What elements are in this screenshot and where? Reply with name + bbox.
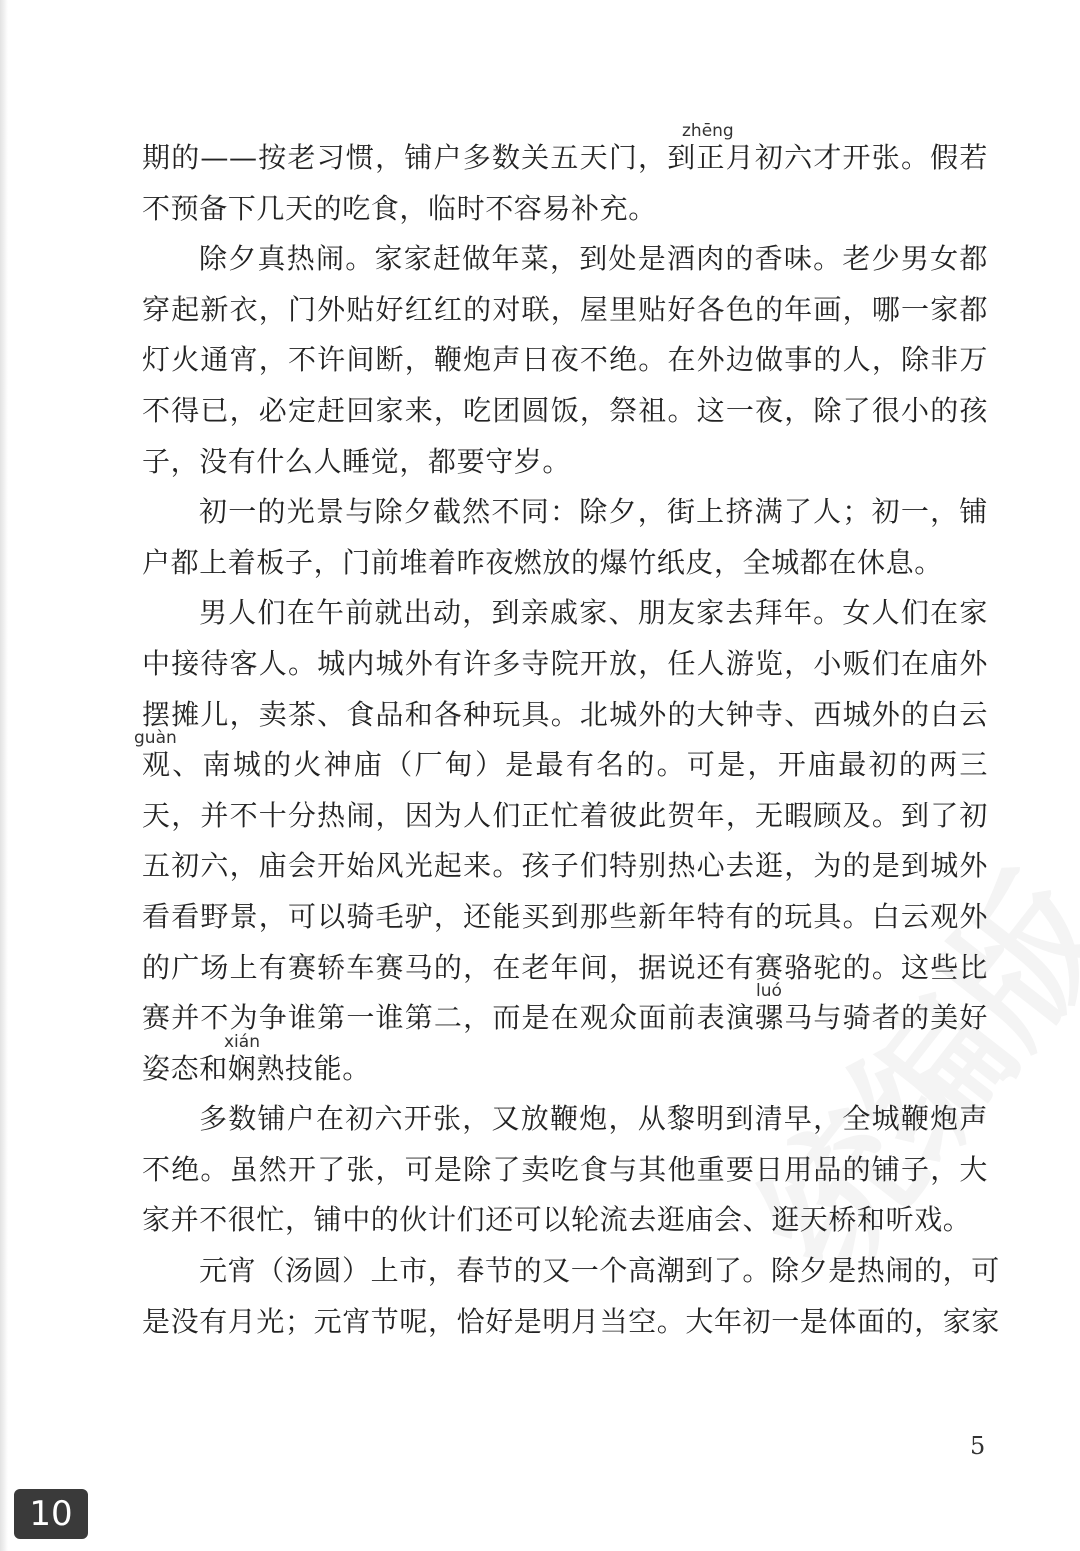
body-text [134,121,1001,1347]
text-line: 的广场上有赛轿车赛马的，在老年间，据说还有赛骆驼的。这些比 [142,950,988,984]
text-line: 看看野景，可以骑毛驴，还能买到那些新年特有的玩具。白云观外 [142,899,988,933]
page-badge: 10 [14,1489,88,1539]
pinyin-annotation: guàn [134,728,177,749]
paragraph-start-line: 元宵（汤圆）上市，春节的又一个高潮到了。除夕是热闹的，可 [199,1254,1000,1288]
text-line: guàn 观、南城的火神庙（厂甸）是最有名的。可是，开庙最初的两三 [134,728,988,782]
text-line: 穿起新衣，门外贴好红红的对联，屋里贴好各色的年画，哪一家都 [142,292,988,326]
text-line: 子，没有什么人睡觉，都要守岁。 [142,444,572,478]
text-line: 家并不很忙，铺中的伙计们还可以轮流去逛庙会、逛天桥和听戏。 [142,1203,972,1237]
pinyin-annotation: zhēng [682,121,734,141]
text-line: luó 赛并不为争谁第一谁第二，而是在观众面前表演骡马与骑者的美好 [142,981,988,1035]
text-line: 五初六，庙会开始风光起来。孩子们特别热心去逛，为的是到城外 [142,849,988,883]
paragraph-start-line: 男人们在午前就出动，到亲戚家、朋友家去拜年。女人们在家 [199,596,988,630]
paragraph-start-line: 初一的光景与除夕截然不同：除夕，街上挤满了人；初一，铺 [199,495,988,529]
pinyin-annotation: xián [224,1031,260,1052]
page-number: 5 [970,1432,986,1460]
text-line: zhēng 期的——按老习惯，铺户多数关五天门，到正月初六才开张。假若 [142,121,988,174]
text-line: 不绝。虽然开了张，可是除了卖吃食与其他重要日用品的铺子，大 [142,1152,988,1186]
text-line: 是没有月光；元宵节呢，恰好是明月当空。大年初一是体面的，家家 [142,1304,1001,1338]
text-line: 摆摊儿，卖茶、食品和各种玩具。北城外的大钟寺、西城外的白云 [142,697,988,731]
text-line: 不预备下几天的吃食，临时不容易补充。 [142,191,657,225]
text-line: 中接待客人。城内城外有许多寺院开放，任人游览，小贩们在庙外 [142,646,988,680]
page-spine-shadow [0,0,8,1551]
pinyin-annotation: luó [756,981,782,1002]
text-line: 不得已，必定赶回家来，吃团圆饭，祭祖。这一夜，除了很小的孩 [142,393,988,427]
text-line: xián 姿态和娴熟技能。 [142,1031,371,1085]
paragraph-start-line: 除夕真热闹。家家赶做年菜，到处是酒肉的香味。老少男女都 [199,242,988,276]
paragraph-start-line: 多数铺户在初六开张，又放鞭炮，从黎明到清早，全城鞭炮声 [199,1102,988,1136]
text-line: 灯火通宵，不许间断，鞭炮声日夜不绝。在外边做事的人，除非万 [142,343,988,377]
text-line: 户都上着板子，门前堆着昨夜燃放的爆竹纸皮，全城都在休息。 [142,545,943,579]
text-line: 天，并不十分热闹，因为人们正忙着彼此贺年，无暇顾及。到了初 [142,798,988,832]
